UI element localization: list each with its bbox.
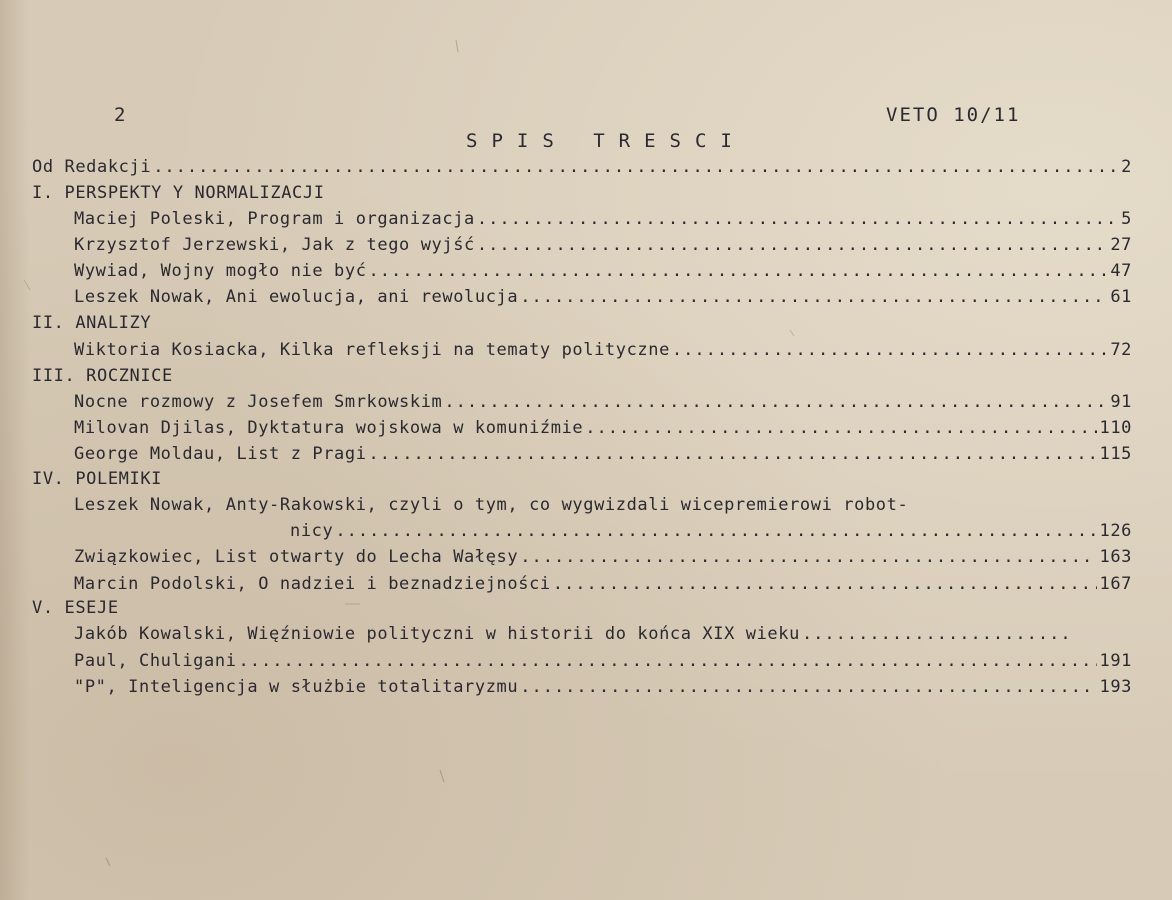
- toc-entry-page: 5: [1121, 209, 1132, 229]
- toc-entry-page: 27: [1110, 235, 1132, 255]
- leader-dots: [520, 287, 1108, 307]
- toc-entry-continuation: nicy: [290, 521, 334, 541]
- toc-entry-title: Leszek Nowak, Ani ewolucja, ani rewolucja: [74, 287, 519, 307]
- toc-entry-page: 72: [1110, 340, 1132, 360]
- leader-dots: [369, 444, 1098, 464]
- toc-entry-title: Leszek Nowak, Anty-Rakowski, czyli o tym, co wygwizdali wicepremierowi robot-: [74, 495, 909, 515]
- toc-entry-page: 126: [1099, 521, 1132, 541]
- toc-entry: [74, 651, 1132, 671]
- toc-entry-title: Maciej Poleski, Program i organizacja: [74, 209, 475, 229]
- toc-entry: [74, 392, 1132, 412]
- section-heading: I. PERSPEKTY Y NORMALIZACJI: [32, 183, 325, 203]
- toc-entry-title: Wywiad, Wojny mogło nie być: [74, 261, 367, 281]
- toc-entry-title: Wiktoria Kosiacka, Kilka refleksji na tematy polityczne: [74, 340, 670, 360]
- leader-dots: [335, 521, 1097, 541]
- page-title: SPIS TRESCI: [466, 130, 746, 152]
- toc-entry-title: Milovan Djilas, Dyktatura wojskowa w komuniźmie: [74, 418, 584, 438]
- toc-entry-page: 91: [1110, 392, 1132, 412]
- section-heading: V. ESEJE: [32, 598, 119, 618]
- toc-entry-title: Marcin Podolski, O nadziei i beznadziejności: [74, 574, 551, 594]
- toc-entry: [74, 574, 1132, 594]
- toc-entry-title: "P", Inteligencja w służbie totalitaryzmu: [74, 677, 519, 697]
- leader-dots: [520, 547, 1097, 567]
- toc-entry: [74, 340, 1132, 360]
- toc-entry-title: Paul, Chuligani: [74, 651, 237, 671]
- toc-entry: [74, 261, 1132, 281]
- toc-entry-page: 191: [1099, 651, 1132, 671]
- toc-entry-title: George Moldau, List z Pragi: [74, 444, 367, 464]
- section-heading: II. ANALIZY: [32, 313, 152, 333]
- toc-entry-title: Związkowiec, List otwarty do Lecha Wałęsy: [74, 547, 519, 567]
- leader-dots: [553, 574, 1098, 594]
- issue-label: VETO 10/11: [886, 104, 1021, 126]
- toc-entry-page: 61: [1110, 287, 1132, 307]
- leader-dots: [477, 209, 1119, 229]
- toc-entry-intro: [32, 157, 1132, 177]
- toc-entry: [74, 444, 1132, 464]
- toc-entry: [74, 624, 1074, 644]
- leader-dots: [153, 157, 1119, 177]
- leader-dots: [239, 651, 1098, 671]
- toc-entry: [74, 287, 1132, 307]
- toc-entry: [74, 235, 1132, 255]
- toc-entry: [74, 418, 1132, 438]
- toc-entry: [74, 677, 1132, 697]
- leader-dots: [802, 624, 1072, 644]
- toc-entry-title: Od Redakcji: [32, 157, 152, 177]
- leader-dots: [520, 677, 1097, 697]
- toc-entry-page: 167: [1099, 574, 1132, 594]
- toc-entry: [74, 209, 1132, 229]
- toc-entry: [290, 521, 1132, 541]
- toc-entry: [74, 547, 1132, 567]
- leader-dots: [672, 340, 1108, 360]
- section-heading: IV. POLEMIKI: [32, 469, 163, 489]
- leader-dots: [369, 261, 1109, 281]
- toc-entry-title: Jakób Kowalski, Więźniowie polityczni w historii do końca XIX wieku: [74, 624, 800, 644]
- toc-entry-page: 47: [1110, 261, 1132, 281]
- toc-entry-page: 193: [1099, 677, 1132, 697]
- toc-entry-title: Nocne rozmowy z Josefem Smrkowskim: [74, 392, 443, 412]
- toc-entry-page: 115: [1099, 444, 1132, 464]
- leader-dots: [477, 235, 1108, 255]
- toc-entry-page: 163: [1099, 547, 1132, 567]
- leader-dots: [444, 392, 1108, 412]
- toc-entry-page: 110: [1099, 418, 1132, 438]
- page-number: 2: [114, 104, 127, 126]
- section-heading: III. ROCZNICE: [32, 366, 173, 386]
- leader-dots: [585, 418, 1097, 438]
- toc-entry-page: 2: [1121, 157, 1132, 177]
- toc-entry-title: Krzysztof Jerzewski, Jak z tego wyjść: [74, 235, 475, 255]
